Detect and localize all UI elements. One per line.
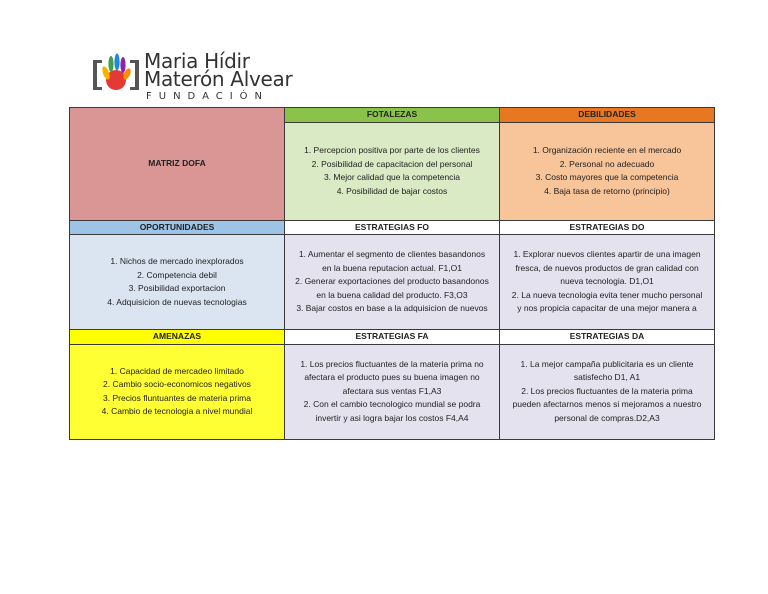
- oportunidades-header: OPORTUNIDADES: [70, 220, 285, 235]
- da-line: 2. Los precios fluctuantes de la materia prima: [521, 385, 693, 396]
- da-line: satisfecho D1, A1: [573, 372, 641, 383]
- da-line: pueden afectarnos menos si mejoramos a nuestro: [512, 399, 702, 410]
- matrix-title: MATRIZ DOFA: [70, 108, 285, 221]
- fortaleza-item: 2. Posibilidad de capacitacion del personal: [311, 158, 473, 169]
- logo-fundacion-label: FUNDACIÓN: [146, 91, 270, 102]
- amenazas-cell: [70, 344, 285, 439]
- oportunidad-item: 4. Adquisicion de nuevas tecnologias: [107, 296, 247, 307]
- da-line: 1. La mejor campaña publicitaria es un cliente: [520, 358, 694, 369]
- do-line: 2. La nueva tecnologia evita tener mucho personal: [511, 289, 703, 300]
- fo-line: en la buena calidad del producto. F3,O3: [316, 289, 468, 300]
- debilidad-item: 4. Baja tasa de retorno (principio): [544, 185, 670, 196]
- debilidades-cell: [500, 122, 715, 220]
- logo-name-line1: Maria Hídir: [144, 49, 250, 73]
- fo-line: 1. Aumentar el segmento de clientes basandonos: [298, 249, 486, 260]
- debilidad-item: 2. Personal no adecuado: [559, 158, 655, 169]
- fo-line: 3. Bajar costos en base a la adquisicion de nuevos: [296, 303, 488, 314]
- fortalezas-cell: [285, 122, 500, 220]
- estrategias-do-header: ESTRATEGIAS DO: [500, 220, 715, 235]
- fa-line: afectara sus ventas F1,A3: [342, 385, 442, 396]
- logo-name-line2: Materón Alvear: [144, 67, 293, 91]
- fa-line: 1. Los precios fluctuantes de la materia prima no: [300, 358, 484, 369]
- do-line: y nos propicia capacitar de una mejor manera a: [517, 303, 697, 314]
- oportunidad-item: 2. Competencia debil: [137, 269, 217, 280]
- hand-print-logo-icon: [92, 50, 140, 98]
- oportunidad-item: 3. Posibilidad exportacion: [128, 283, 226, 293]
- da-line: personal de compras.D2,A3: [554, 412, 660, 423]
- estrategias-fo-header: ESTRATEGIAS FO: [285, 220, 500, 235]
- estrategias-da-header: ESTRATEGIAS DA: [500, 330, 715, 345]
- fa-line: 2. Con el cambio tecnologico mundial se podra: [303, 399, 481, 410]
- do-line: nueva tecnologia. D1,O1: [560, 276, 654, 287]
- fortaleza-item: 1. Percepcion positiva por parte de los clientes: [304, 145, 480, 155]
- do-line: 1. Explorar nuevos clientes apartir de una imagen: [513, 249, 701, 260]
- oportunidad-item: 1. Nichos de mercado inexplorados: [110, 256, 244, 266]
- estrategias-do-cell: [500, 235, 715, 330]
- debilidad-item: 1. Organización reciente en el mercado: [532, 145, 682, 155]
- fa-line: afectara el producto pues su buena imagen no: [304, 372, 480, 383]
- amenazas-header: AMENAZAS: [70, 330, 285, 345]
- estrategias-da-cell: [500, 344, 715, 439]
- estrategias-fo-cell: [285, 235, 500, 330]
- amenaza-item: 4. Cambio de tecnologia a nivel mundial: [101, 406, 253, 416]
- fortalezas-header: FOTALEZAS: [285, 108, 500, 123]
- debilidades-header: DEBILIDADES: [500, 108, 715, 123]
- estrategias-fa-header: ESTRATEGIAS FA: [285, 330, 500, 345]
- fo-line: 2. Generar exportaciones del producto basandonos: [295, 276, 489, 287]
- dofa-matrix-table: [69, 107, 715, 440]
- fortaleza-item: 3. Mejor calidad que la competencia: [323, 172, 461, 182]
- fa-line: invertir y asi logra bajar los costos F4,A4: [315, 412, 469, 423]
- debilidad-item: 3. Costo mayores que la competencia: [535, 172, 679, 182]
- fortaleza-item: 4. Posibilidad de bajar costos: [336, 185, 448, 196]
- fundacion-logo: [92, 48, 292, 100]
- estrategias-fa-cell: [285, 344, 500, 439]
- amenaza-item: 1. Capacidad de mercadeo limitado: [110, 365, 244, 376]
- do-line: fresca, de nuevos productos de gran calidad con: [515, 262, 699, 273]
- oportunidades-cell: [70, 235, 285, 330]
- amenaza-item: 3. Precios fluntuantes de materia prima: [103, 392, 251, 403]
- amenaza-item: 2. Cambio socio-economicos negativos: [103, 379, 251, 389]
- fo-line: en la buena reputacion actual. F1,O1: [322, 262, 462, 273]
